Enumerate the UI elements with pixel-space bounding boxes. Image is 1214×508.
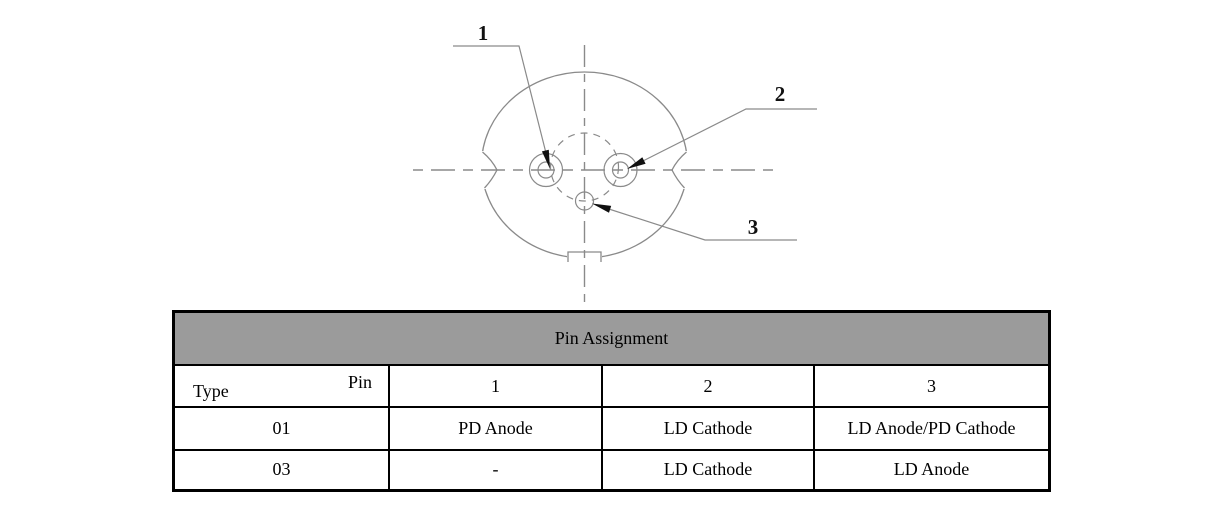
leader-line-2 <box>632 109 817 167</box>
row-pin1: - <box>389 450 602 490</box>
pin-assignment-table <box>172 310 1051 492</box>
row-pin2: LD Cathode <box>602 407 814 450</box>
row-pin3: LD Anode <box>814 450 1050 490</box>
corner-pin-label: Pin <box>347 372 372 392</box>
table-title: Pin Assignment <box>174 312 1050 366</box>
corner-type-label: Type <box>193 381 229 401</box>
pin-label-1: 1 <box>477 21 489 45</box>
table-header-row <box>174 365 1050 407</box>
col-header-3: 3 <box>814 365 1050 407</box>
pin-label-3: 3 <box>747 215 759 239</box>
row-type: 01 <box>174 407 390 450</box>
table-row <box>174 450 1050 490</box>
leader-line-1 <box>453 46 548 161</box>
leader-line-3 <box>598 206 797 241</box>
arrowhead-1 <box>542 150 550 169</box>
table-title-row <box>174 312 1050 366</box>
col-header-2: 2 <box>602 365 814 407</box>
table-row <box>174 407 1050 450</box>
corner-cell <box>174 365 390 407</box>
row-type: 03 <box>174 450 390 490</box>
row-pin2: LD Cathode <box>602 450 814 490</box>
arrowhead-3 <box>592 204 611 213</box>
row-pin1: PD Anode <box>389 407 602 450</box>
pin-label-2: 2 <box>774 82 786 106</box>
row-pin3: LD Anode/PD Cathode <box>814 407 1050 450</box>
col-header-1: 1 <box>389 365 602 407</box>
